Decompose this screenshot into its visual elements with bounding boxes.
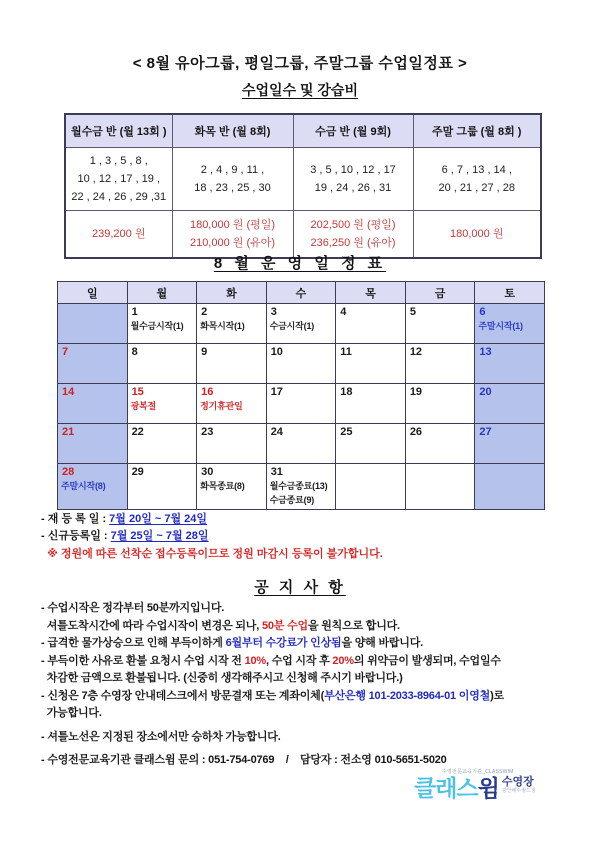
- weekday-header-thu: 목: [336, 282, 406, 304]
- day-event: 정기휴관일: [200, 401, 243, 411]
- day-number: 17: [270, 386, 283, 398]
- notice-text: )로: [490, 689, 504, 702]
- notice-text: 차감한 금액으로 환불됩니다. (신중히 생각해주시고 신청해 주시기 바랍니다.): [41, 672, 403, 684]
- day-event: 월수금종료(13): [269, 481, 328, 491]
- notice-section-title: 공 지 사 항: [254, 579, 346, 596]
- calendar-day-18: [336, 384, 406, 424]
- fee-table-dates-row: [65, 148, 541, 211]
- day-number: 30: [201, 466, 214, 478]
- calendar-day-23: [197, 424, 267, 464]
- calendar-day-4: [336, 304, 406, 344]
- logo-text-light: 클래스: [414, 775, 478, 801]
- notice-text: - 셔틀노선은 지정된 장소에서만 승하차 가능합니다.: [41, 730, 281, 743]
- new-registration-dates: 7월 25일 ~ 7월 28일: [110, 530, 209, 542]
- day-number: 12: [409, 346, 423, 358]
- notice-line: [41, 729, 576, 747]
- day-event: 월수금시작(1): [130, 321, 184, 331]
- weekday-header-sun: 일: [58, 282, 128, 304]
- dates-line: 3 , 5 , 10 , 12 , 17: [310, 164, 396, 176]
- calendar-day-22: [127, 424, 197, 464]
- price-cell-tuethu: [172, 211, 293, 259]
- fee-table: [64, 113, 542, 259]
- calendar-day-25: [336, 424, 406, 464]
- day-event: 수금시작(1): [269, 321, 315, 331]
- calendar-day-3: [266, 304, 336, 344]
- calendar-day-10: [266, 344, 336, 384]
- day-number: 29: [131, 466, 144, 478]
- calendar-day-26: [405, 424, 475, 464]
- day-number: 16: [201, 386, 214, 398]
- price-line: 180,000 원: [450, 228, 504, 240]
- notice-line: [41, 618, 576, 636]
- price-cell-weekend: [413, 211, 541, 259]
- notice-text: , 수업 시작 후: [265, 654, 333, 667]
- fee-col-header-weekend: 주말 그룹 (월 8회 ): [413, 114, 541, 148]
- day-number: 24: [270, 426, 283, 438]
- notice-text: 을 원칙으로 합니다.: [307, 619, 400, 632]
- notice-line: [41, 600, 576, 618]
- day-number: 31: [270, 466, 283, 478]
- price-line: 210,000 원 (유아): [189, 237, 276, 249]
- calendar-day-9: [197, 344, 267, 384]
- dates-cell-wedfri: [293, 148, 413, 211]
- calendar-day-1: [127, 304, 197, 344]
- calendar-day-7: [58, 344, 128, 384]
- logo-right-block: [502, 776, 536, 795]
- notice-line: [41, 653, 576, 671]
- price-line: 239,200 원: [92, 228, 146, 240]
- calendar-day-16: [197, 384, 267, 424]
- notice-highlight: 50분 수업: [261, 619, 308, 632]
- registration-warning: ※ 정원에 따른 선착순 접수등록이므로 정원 마감시 등록이 불가합니다.: [41, 548, 383, 560]
- notice-highlight: 부산은행 101-2033-8964-01 이영철: [324, 689, 491, 702]
- day-number: 14: [62, 386, 75, 398]
- dates-line: 19 , 24 , 26 , 31: [314, 182, 392, 194]
- calendar-day-19: [405, 384, 475, 424]
- weekday-header-tue: 화: [197, 282, 267, 304]
- dates-cell-monwedfri: [65, 148, 172, 211]
- day-number: 18: [340, 386, 353, 398]
- calendar-day-31: [266, 464, 336, 510]
- notice-line: [41, 705, 576, 723]
- re-registration-line: [41, 511, 571, 528]
- day-number: 15: [131, 386, 144, 398]
- calendar-day-12: [405, 344, 475, 384]
- weekday-header-sat: 토: [475, 282, 545, 304]
- day-number: 27: [479, 426, 492, 438]
- day-number: 8: [131, 346, 138, 358]
- weekday-header-wed: 수: [266, 282, 336, 304]
- notice-highlight: 20%: [332, 654, 354, 667]
- calendar-day-2: [197, 304, 267, 344]
- calendar-day-29: [127, 464, 197, 510]
- calendar-title: 8 월 운 영 일 정 표: [213, 255, 387, 272]
- price-line: 236,250 원 (유아): [310, 237, 396, 249]
- contact-line: [41, 752, 576, 770]
- calendar-day-empty: [336, 464, 406, 510]
- notice-text: 의 위약금이 발생되며, 수업일수: [353, 654, 501, 667]
- calendar-header-row: [58, 282, 545, 304]
- dates-cell-weekend: [413, 148, 541, 211]
- dates-line: 18 , 23 , 25 , 30: [194, 182, 271, 194]
- re-registration-label: - 재 등 록 일 :: [41, 513, 110, 525]
- notice-text: - 신청은 7층 수영장 안내데스크에서 방문결재 또는 계좌이체(: [41, 689, 325, 702]
- day-event: 화목시작(1): [200, 321, 245, 331]
- fee-table-title: 수업일수 및 강습비: [242, 82, 358, 98]
- price-line: 202,500 원 (평일): [310, 219, 396, 231]
- notice-text: - 수업시작은 정각부터 50분까지입니다.: [41, 602, 225, 614]
- logo-pool-label: 수영장: [501, 776, 534, 788]
- calendar-day-28: [58, 464, 128, 510]
- new-registration-line: [41, 528, 571, 545]
- calendar-day-empty: [58, 304, 128, 344]
- calendar-day-24: [266, 424, 336, 464]
- day-number: 28: [62, 466, 75, 478]
- notice-text: - 부득이한 사유로 환불 요청시 수업 시작 전: [41, 654, 245, 667]
- calendar-day-empty: [475, 464, 545, 510]
- notice-line: [41, 688, 576, 706]
- page-title: < 8월 유아그룹, 평일그룹, 주말그룹 수업일정표 >: [132, 55, 468, 72]
- notice-text: 셔틀도착시간에 따라 수업시작이 변경은 되나,: [41, 619, 262, 632]
- calendar-day-6: [475, 304, 545, 344]
- day-number: 21: [62, 426, 75, 438]
- calendar-day-27: [475, 424, 545, 464]
- calendar-day-17: [266, 384, 336, 424]
- dates-line: 22 , 24 , 26 , 29 ,31: [71, 191, 167, 203]
- notice-list: [41, 600, 576, 770]
- day-number: 22: [131, 426, 144, 438]
- day-event: 광복절: [130, 401, 157, 411]
- day-number: 6: [479, 306, 486, 318]
- day-number: 13: [479, 346, 492, 358]
- logo-small-caption: 수영전문교육기관_CLASSWIM: [442, 769, 514, 775]
- logo-wordmark: [414, 776, 580, 800]
- day-number: 4: [340, 306, 347, 318]
- day-number: 5: [409, 306, 416, 318]
- day-number: 11: [340, 346, 352, 358]
- new-registration-label: - 신규등록일 :: [41, 530, 111, 542]
- weekday-header-mon: 월: [127, 282, 197, 304]
- day-event: 주말시작(8): [61, 481, 106, 491]
- fee-col-header-monwedfri: 월수금 반 (월 13회 ): [65, 114, 172, 148]
- day-event: 수금종료(9): [269, 495, 315, 505]
- day-number: 7: [62, 346, 69, 358]
- fee-col-header-wedfri: 수금 반 (월 9회): [293, 114, 413, 148]
- dates-line: 2 , 4 , 9 , 11 ,: [200, 164, 265, 176]
- calendar-week-3: [58, 384, 545, 424]
- price-line: 180,000 원 (평일): [189, 219, 276, 231]
- calendar-day-11: [336, 344, 406, 384]
- day-number: 2: [201, 306, 208, 318]
- day-number: 10: [270, 346, 283, 358]
- calendar-day-5: [405, 304, 475, 344]
- notice-line: [41, 635, 576, 653]
- day-event: 화목종료(8): [200, 481, 245, 491]
- calendar-day-14: [58, 384, 128, 424]
- day-number: 23: [201, 426, 214, 438]
- dates-cell-tuethu: [172, 148, 293, 211]
- registration-notes: [41, 511, 571, 563]
- day-number: 9: [201, 346, 208, 358]
- day-number: 1: [131, 306, 138, 318]
- notice-highlight: 10%: [244, 654, 266, 667]
- calendar-week-2: [58, 344, 545, 384]
- day-event: 주말시작(1): [478, 321, 523, 331]
- weekday-header-fri: 금: [405, 282, 475, 304]
- calendar-day-30: [197, 464, 267, 510]
- day-number: 25: [340, 426, 353, 438]
- dates-line: 1 , 3 , 5 , 8 ,: [89, 155, 148, 167]
- classwim-logo: [414, 769, 580, 800]
- dates-line: 10 , 12 , 17 , 19 ,: [77, 173, 161, 185]
- day-number: 19: [409, 386, 423, 398]
- dates-line: 6 , 7 , 13 , 14 ,: [441, 164, 512, 176]
- calendar-day-empty: [405, 464, 475, 510]
- notice-line: [41, 670, 576, 688]
- logo-text-dark: 윔: [477, 775, 499, 801]
- day-number: 26: [409, 426, 423, 438]
- re-registration-dates: 7월 20일 ~ 7월 24일: [109, 513, 208, 525]
- contact-text: - 수영전문교육기관 클래스윔 문의 : 051-754-0769 / 담당자 : 전소영 010-5651-5020: [41, 754, 447, 766]
- calendar-day-21: [58, 424, 128, 464]
- notice-text: - 급격한 물가상승으로 인해 부득이하게: [41, 637, 226, 649]
- dates-line: 20 , 21 , 27 , 28: [438, 182, 515, 194]
- price-cell-wedfri: [293, 211, 413, 259]
- calendar-day-15: [127, 384, 197, 424]
- day-number: 20: [479, 386, 492, 398]
- calendar-week-5: [58, 464, 545, 510]
- day-number: 3: [270, 306, 277, 318]
- fee-table-header-row: [65, 114, 541, 148]
- august-calendar: [57, 281, 545, 510]
- fee-col-header-tuethu: 화목 반 (월 8회): [172, 114, 293, 148]
- calendar-week-4: [58, 424, 545, 464]
- calendar-day-20: [475, 384, 545, 424]
- notice-text: 가능합니다.: [41, 707, 102, 719]
- calendar-day-8: [127, 344, 197, 384]
- logo-branch-label: 광안해수월드점: [501, 788, 536, 794]
- calendar-week-1: [58, 304, 545, 344]
- calendar-day-13: [475, 344, 545, 384]
- price-cell-monwedfri: [65, 211, 172, 259]
- notice-highlight: 6월부터 수강료가 인상됨: [225, 637, 342, 649]
- notice-text: 을 양해 바랍니다.: [341, 637, 424, 649]
- fee-table-price-row: [65, 211, 541, 259]
